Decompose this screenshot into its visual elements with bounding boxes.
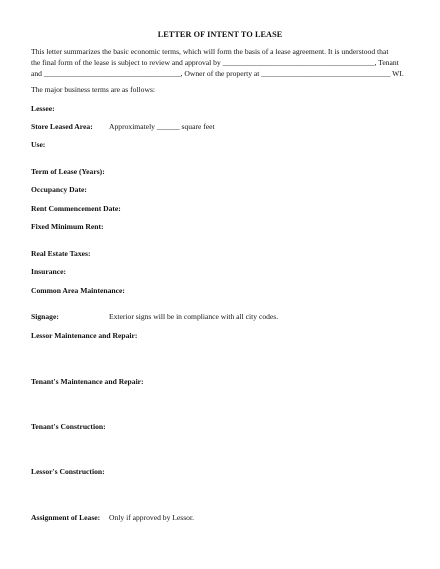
field-value: Exterior signs will be in compliance with all city codes. [109, 312, 279, 321]
field-label: Store Leased Area: [31, 122, 93, 131]
field-tenant-construction [31, 422, 106, 431]
field-label: Insurance: [31, 267, 67, 276]
field-term-of-lease [31, 167, 105, 176]
field-label: Occupancy Date: [31, 185, 87, 194]
field-value: Approximately ______ square feet [109, 122, 215, 131]
field-label: Term of Lease (Years): [31, 167, 105, 176]
field-fixed-minimum-rent [31, 222, 104, 231]
major-terms-intro: The major business terms are as follows: [31, 85, 156, 94]
field-label: Tenant's Construction: [31, 422, 106, 431]
field-label: Rent Commencement Date: [31, 204, 121, 213]
field-tenant-maintenance [31, 377, 144, 386]
field-label: Lessor Maintenance and Repair: [31, 331, 138, 340]
field-rent-commencement-date [31, 204, 121, 213]
field-label: Fixed Minimum Rent: [31, 222, 104, 231]
field-label: Use: [31, 140, 46, 149]
intro-paragraph [31, 47, 411, 79]
field-label: Common Area Maintenance: [31, 286, 125, 295]
document-title: LETTER OF INTENT TO LEASE [157, 30, 283, 39]
field-common-area-maintenance [31, 286, 125, 295]
field-signage [31, 312, 279, 321]
field-lessor-construction [31, 467, 105, 476]
field-label: Real Estate Taxes: [31, 249, 91, 258]
field-label: Lessee: [31, 104, 55, 113]
intro-line-3: and ____________________________________, Owner of the property at __________________________________ WI. [31, 68, 404, 78]
field-value: Only if approved by Lessor. [109, 513, 194, 522]
field-lessor-maintenance [31, 331, 137, 340]
field-store-leased-area [31, 122, 215, 131]
field-label: Tenant's Maintenance and Repair: [31, 377, 144, 386]
intro-line-2: the final form of the lease is subject to review and approval by ________________________________________, Tenant [31, 57, 399, 67]
field-label: Signage: [31, 312, 59, 321]
intro-line-1: This letter summarizes the basic economic terms, which will form the basis of a lease agreement. It is understood that [31, 47, 389, 56]
field-occupancy-date [31, 185, 87, 194]
field-lessee [31, 104, 55, 113]
field-assignment-of-lease [31, 513, 194, 522]
field-use [31, 140, 45, 149]
field-label: Lessor's Construction: [31, 467, 105, 476]
field-label: Assignment of Lease: [31, 513, 101, 522]
field-insurance [31, 267, 66, 276]
field-real-estate-taxes [31, 249, 90, 258]
